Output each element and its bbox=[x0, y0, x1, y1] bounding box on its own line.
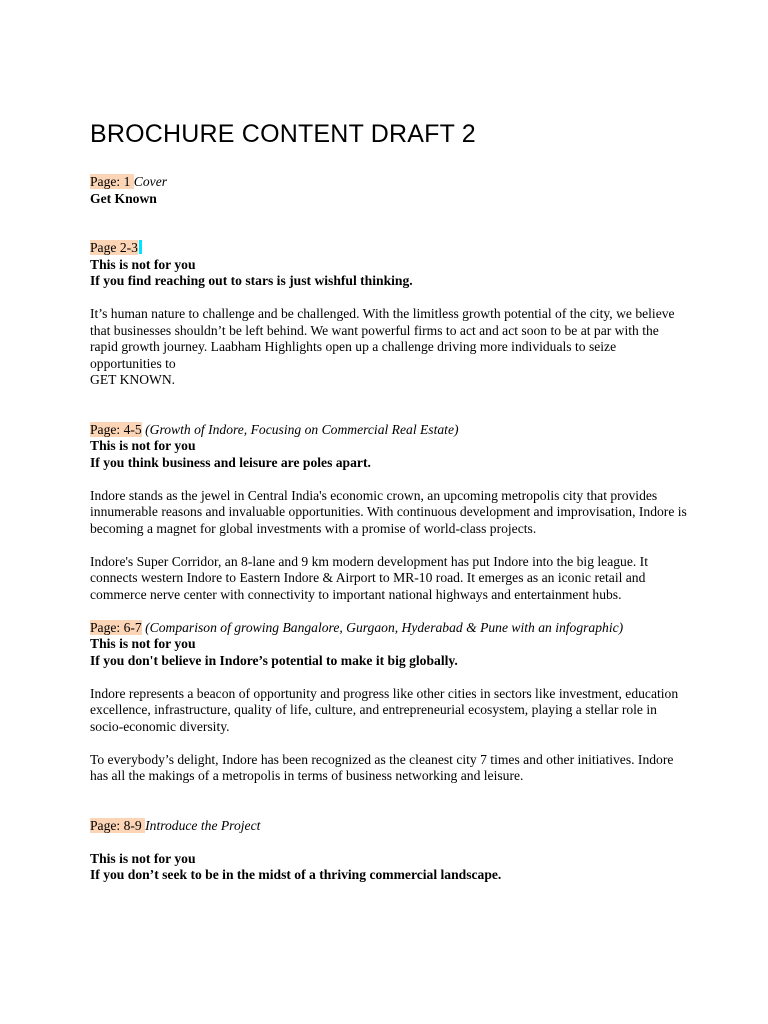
page-label: Page: 1 bbox=[90, 174, 134, 189]
section-description: Introduce the Project bbox=[145, 817, 261, 833]
section-page-6-7 bbox=[90, 620, 690, 785]
section-description: Cover bbox=[133, 174, 168, 189]
section-page-4-5 bbox=[90, 422, 690, 604]
section-heading bbox=[90, 818, 690, 835]
section-headline: Get Known bbox=[90, 190, 157, 206]
text-cursor bbox=[139, 240, 142, 254]
document-body bbox=[90, 118, 690, 884]
section-subtagline: If you don’t seek to be in the midst of a thriving commercial landscape. bbox=[90, 867, 502, 882]
section-tagline: This is not for you bbox=[90, 256, 196, 272]
page-label: Page: 4-5 bbox=[90, 421, 142, 437]
section-subtagline: If you think business and leisure are poles apart. bbox=[90, 454, 371, 470]
section-page-1 bbox=[90, 174, 690, 207]
section-page-2-3 bbox=[90, 240, 690, 389]
section-subtagline: If you don't believe in Indore’s potential to make it big globally. bbox=[90, 652, 458, 668]
page-label: Page: 6-7 bbox=[90, 619, 142, 635]
body-paragraph: Indore stands as the jewel in Central India's economic crown, an upcoming metropolis city that provides innumerable reasons and invaluable opportunities. With continuous development and improvisation, Indore is becoming a magnet for global investments with a promise of world-class projects. bbox=[90, 487, 687, 536]
body-paragraph: To everybody’s delight, Indore has been recognized as the cleanest city 7 times and other initiatives. Indore has all the makings of a metropolis in terms of business networking and leisure. bbox=[90, 751, 674, 783]
section-tagline: This is not for you bbox=[90, 636, 196, 651]
body-paragraph: It’s human nature to challenge and be challenged. With the limitless growth potential of the city, we believe that businesses shouldn’t be left behind. We want powerful firms to act and act soon to be at par with the rapid growth journey. Laabham Highlights open up a challenge driving more individuals to seize opportunities to bbox=[90, 306, 675, 371]
section-heading bbox=[90, 620, 690, 637]
section-subtagline: If you find reaching out to stars is just wishful thinking. bbox=[90, 273, 413, 288]
page-label: Page: 8-9 bbox=[90, 817, 146, 833]
page-label: Page 2-3 bbox=[90, 240, 138, 255]
body-paragraph: Indore represents a beacon of opportunity and progress like other cities in sectors like investment, education excellence, infrastructure, quality of life, culture, and entrepreneurial ecosystem, playing a stellar role in socio-economic diversity. bbox=[90, 685, 679, 734]
body-paragraph: Indore's Super Corridor, an 8-lane and 9 km modern development has put Indore into the big league. It connects western Indore to Eastern Indore & Airport to MR-10 road. It emerges as an iconic retail and commerce nerve center with connectivity to important national highways and entertainment hubs. bbox=[90, 553, 648, 602]
section-page-8-9 bbox=[90, 818, 690, 884]
section-tagline: This is not for you bbox=[90, 438, 196, 453]
document-title: BROCHURE CONTENT DRAFT 2 bbox=[90, 120, 476, 148]
section-heading bbox=[90, 422, 690, 439]
section-description: (Growth of Indore, Focusing on Commercial Real Estate) bbox=[141, 421, 459, 437]
section-heading bbox=[90, 240, 690, 257]
section-heading bbox=[90, 174, 690, 191]
body-paragraph: GET KNOWN. bbox=[90, 372, 176, 387]
section-description: (Comparison of growing Bangalore, Gurgaon, Hyderabad & Pune with an infographic) bbox=[141, 619, 624, 635]
section-tagline: This is not for you bbox=[90, 850, 196, 866]
